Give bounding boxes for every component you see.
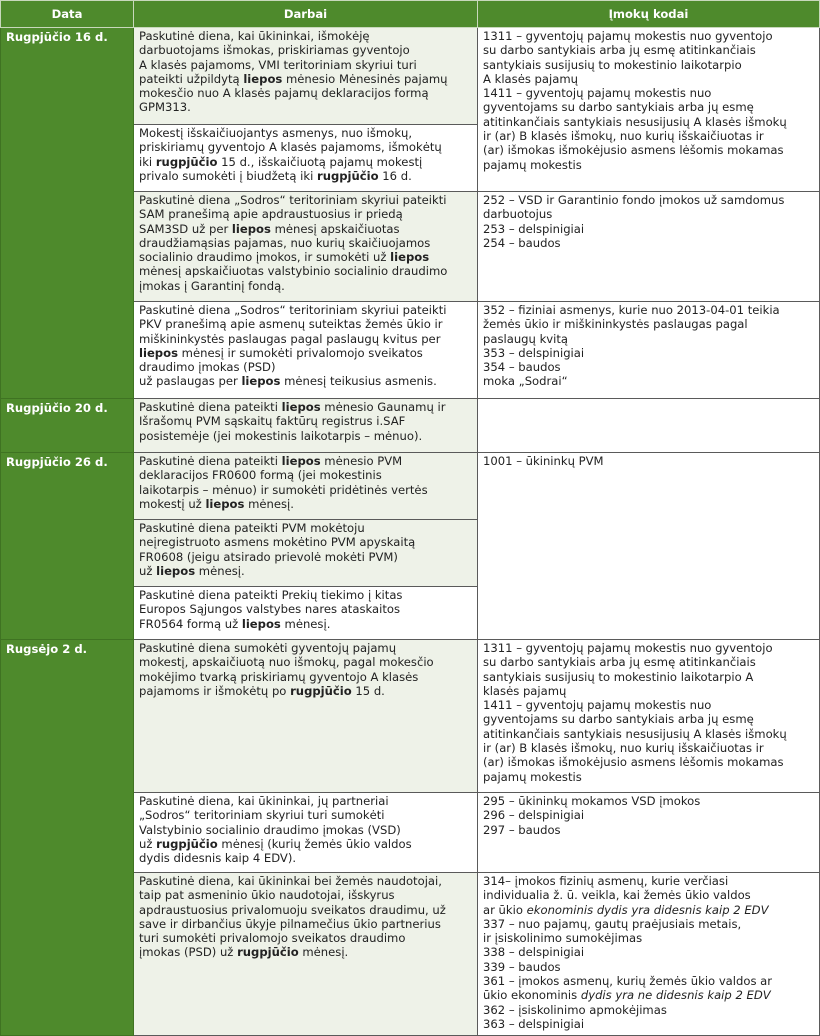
text-line: 353 – delspinigiai (483, 345, 585, 360)
text-line: individualia ž. ū. veikla, kai žemės ūkio valdos (483, 888, 751, 903)
work-cell (134, 125, 478, 192)
work-cell (134, 793, 478, 873)
text-line: FR0564 formą už liepos mėnesį. (139, 616, 331, 631)
text-line: GPM313. (139, 100, 191, 115)
text-line: A klasės pajamoms, VMI teritoriniam skyriui turi (139, 57, 417, 72)
text-line: gyventojams su darbo santykiais arba jų esmę (483, 100, 754, 115)
table-row (1, 453, 820, 520)
text-line: dydis didesnis kaip 4 EDV). (139, 851, 297, 866)
text-line: 254 – baudos (483, 235, 561, 250)
text-line: santykiais susijusių to mokestinio laikotarpio (483, 57, 742, 72)
text-line: 337 – nuo pajamų, gautų praėjusiais metais, (483, 916, 742, 931)
text-line: už paslaugas per liepos mėnesį teikusius asmenis. (139, 374, 437, 389)
text-line: su darbo santykiais arba jų esmę atitinkančiais (483, 655, 756, 670)
text-line: miškininkystės paslaugas pagal paslaugų kvitus per (139, 331, 441, 346)
text-line: 1311 – gyventojų pajamų mokestis nuo gyventojo (483, 29, 773, 43)
text-line: draudžiamąsias pajamas, nuo kurių skaičiuojamos (139, 235, 431, 250)
header-work: Darbai (134, 1, 478, 28)
text-line: atitinkančiais santykiais nesusijusių A klasės išmokų (483, 726, 787, 741)
text-line: žemės ūkio ir miškininkystės paslaugas pagal (483, 317, 748, 332)
text-line: iki rugpjūčio 15 d., išskaičiuotą pajamų mokestį (139, 154, 423, 169)
table-row (1, 399, 820, 453)
codes-cell (478, 873, 820, 1036)
text-line: 1311 – gyventojų pajamų mokestis nuo gyventojo (483, 641, 773, 655)
text-line: pajamų mokestis (483, 769, 582, 784)
work-cell (134, 453, 478, 520)
text-line: įmokas (PSD) už rugpjūčio mėnesį. (139, 945, 349, 960)
text-line: draudimo įmokas (PSD) (139, 360, 276, 375)
text-line: mėnesį apskaičiuotas valstybinio socialinio draudimo (139, 264, 448, 279)
text-line: posistemėje (jei mokestinis laikotarpis – mėnuo). (139, 428, 423, 443)
work-cell (134, 587, 478, 640)
text-line: (ar) išmokas išmokėjusio asmens lėšomis mokamas (483, 755, 784, 770)
text-line: 296 – delspinigiai (483, 808, 585, 823)
date-cell: Rugsėjo 2 d. (1, 640, 134, 1036)
codes-cell (478, 192, 820, 302)
work-cell (134, 520, 478, 587)
text-line: ir (ar) B klasės išmokų, nuo kurių išskaičiuotas ir (483, 129, 764, 144)
text-line: ir (ar) B klasės išmokų, nuo kurių išskaičiuotas ir (483, 741, 764, 756)
work-cell (134, 28, 478, 125)
text-line: mokestį už liepos mėnesį. (139, 496, 294, 511)
text-line: atitinkančiais santykiais nesusijusių A klasės išmokų (483, 114, 787, 129)
header-row (1, 1, 820, 28)
text-line: 295 – ūkininkų mokamos VSD įmokos (483, 794, 701, 808)
text-line: už rugpjūčio mėnesį (kurių žemės ūkio valdos (139, 836, 412, 851)
text-line: 253 – delspinigiai (483, 221, 585, 236)
text-line: santykiais susijusių to mokestinio laikotarpio A (483, 669, 754, 684)
text-line: apdraustuosius privalomuoju sveikatos draudimu, už (139, 902, 446, 917)
text-line: Paskutinė diena, kai ūkininkai, jų partneriai (139, 794, 389, 808)
text-line: liepos mėnesį ir sumokėti privalomojo sveikatos (139, 345, 423, 360)
text-line: A klasės pajamų (483, 71, 578, 86)
work-cell (134, 640, 478, 793)
text-line: su darbo santykiais arba jų esmę atitinkančiais (483, 43, 756, 58)
text-line: pateikti užpildytą liepos mėnesio Mėnesinės pajamų (139, 71, 448, 86)
text-line: už liepos mėnesį. (139, 563, 245, 578)
codes-cell (478, 640, 820, 793)
text-line: Paskutinė diena pateikti liepos mėnesio PVM (139, 454, 403, 468)
text-line: ir įsiskolinimo sumokėjimas (483, 931, 643, 946)
text-line: 363 – delspinigiai (483, 1016, 585, 1031)
text-line: „Sodros“ teritoriniam skyriui turi sumokėti (139, 808, 385, 823)
table-row (1, 640, 820, 793)
text-line: turi sumokėti privalomojo sveikatos draudimo (139, 931, 406, 946)
text-line: taip pat asmeninio ūkio naudotojai, išskyrus (139, 888, 395, 903)
text-line: moka „Sodrai“ (483, 374, 568, 389)
text-line: Mokestį išskaičiuojantys asmenys, nuo išmokų, (139, 126, 413, 140)
codes-cell (478, 793, 820, 873)
text-line: darbuotojams išmokas, priskiriamas gyventojo (139, 43, 410, 58)
text-line: ūkio ekonominis dydis yra ne didesnis kaip 2 EDV (483, 988, 771, 1003)
text-line: Europos Sąjungos valstybes nares ataskaitos (139, 602, 401, 617)
text-line: 338 – delspinigiai (483, 945, 585, 960)
date-cell: Rugpjūčio 16 d. (1, 28, 134, 399)
text-line: Paskutinė diena „Sodros“ teritoriniam skyriui pateikti (139, 303, 447, 317)
text-line: darbuotojus (483, 207, 553, 222)
text-line: 1411 – gyventojų pajamų mokestis nuo (483, 698, 712, 713)
date-cell: Rugpjūčio 26 d. (1, 453, 134, 640)
text-line: pajamoms ir išmokėtų po rugpjūčio 15 d. (139, 683, 385, 698)
text-line: Paskutinė diena, kai ūkininkai bei žemės naudotojai, (139, 874, 442, 888)
codes-cell (478, 28, 820, 192)
text-line: SAM pranešimą apie apdraustuosius ir priedą (139, 207, 403, 222)
text-line: Paskutinė diena, kai ūkininkai, išmokėję (139, 29, 370, 43)
header-date: Data (1, 1, 134, 28)
text-line: save ir dirbančius ūkyje pilnamečius ūkio partnerius (139, 916, 441, 931)
text-line: neįregistruoto asmens mokėtino PVM apyskaitą (139, 535, 416, 550)
text-line: mokėjimo tvarką priskiriamų gyventojo A klasės (139, 669, 419, 684)
codes-cell (478, 453, 820, 640)
text-line: gyventojams su darbo santykiais arba jų esmę (483, 712, 754, 727)
text-line: Paskutinė diena pateikti Prekių tiekimo į kitas (139, 588, 403, 602)
text-line: Paskutinė diena pateikti liepos mėnesio Gaunamų ir (139, 400, 446, 414)
text-line: 297 – baudos (483, 822, 561, 837)
text-line: 361 – įmokos asmenų, kurių žemės ūkio valdos ar (483, 974, 773, 989)
text-line: 352 – fiziniai asmenys, kurie nuo 2013-04-01 teikia (483, 303, 780, 317)
text-line: ar ūkio ekonominis dydis yra didesnis kaip 2 EDV (483, 902, 769, 917)
text-line: (ar) išmokas išmokėjusio asmens lėšomis mokamas (483, 143, 784, 158)
text-line: priskiriamų gyventojo A klasės pajamoms, išmokėtų (139, 140, 442, 155)
text-line: deklaracijos FR0600 formą (jei mokestinis (139, 468, 382, 483)
work-cell (134, 192, 478, 302)
work-cell (134, 873, 478, 1036)
text-line: paslaugų kvitą (483, 331, 569, 346)
text-line: 1001 – ūkininkų PVM (483, 454, 604, 468)
text-line: mokestį, apskaičiuotą nuo išmokų, pagal mokesčio (139, 655, 434, 670)
text-line: PKV pranešimą apie asmenų suteiktas žemės ūkio ir (139, 317, 443, 332)
codes-cell (478, 302, 820, 399)
text-line: SAM3SD už per liepos mėnesį apskaičiuotas (139, 221, 400, 236)
date-cell: Rugpjūčio 20 d. (1, 399, 134, 453)
codes-cell (478, 399, 820, 453)
text-line: FR0608 (jeigu atsirado prievolė mokėti PVM) (139, 549, 398, 564)
text-line: Valstybinio socialinio draudimo įmokas (VSD) (139, 822, 401, 837)
text-line: Paskutinė diena sumokėti gyventojų pajamų (139, 641, 397, 655)
work-cell (134, 302, 478, 399)
text-line: socialinio draudimo įmokos, ir sumokėti už liepos (139, 250, 430, 265)
text-line: 314– įmokos fizinių asmenų, kurie verčiasi (483, 874, 729, 888)
text-line: mokesčio nuo A klasės pajamų deklaracijos formą (139, 86, 429, 101)
text-line: klasės pajamų (483, 683, 567, 698)
text-line: 1411 – gyventojų pajamų mokestis nuo (483, 86, 712, 101)
text-line: pajamų mokestis (483, 157, 582, 172)
table-row (1, 28, 820, 125)
text-line: 252 – VSD ir Garantinio fondo įmokos už samdomus (483, 193, 785, 207)
text-line: laikotarpis – mėnuo) ir sumokėti pridėtinės vertės (139, 482, 428, 497)
text-line: privalo sumokėti į biudžetą iki rugpjūčio 16 d. (139, 168, 412, 183)
text-line: 362 – įsiskolinimo apmokėjimas (483, 1002, 667, 1017)
header-codes: Įmokų kodai (478, 1, 820, 28)
text-line: Paskutinė diena „Sodros“ teritoriniam skyriui pateikti (139, 193, 447, 207)
text-line: 354 – baudos (483, 360, 561, 375)
work-cell (134, 399, 478, 453)
text-line: Išrašomų PVM sąskaitų faktūrų registrus i.SAF (139, 414, 406, 429)
text-line: 339 – baudos (483, 959, 561, 974)
text-line: įmokas į Garantinį fondą. (139, 278, 285, 293)
text-line: Paskutinė diena pateikti PVM mokėtoju (139, 521, 365, 535)
